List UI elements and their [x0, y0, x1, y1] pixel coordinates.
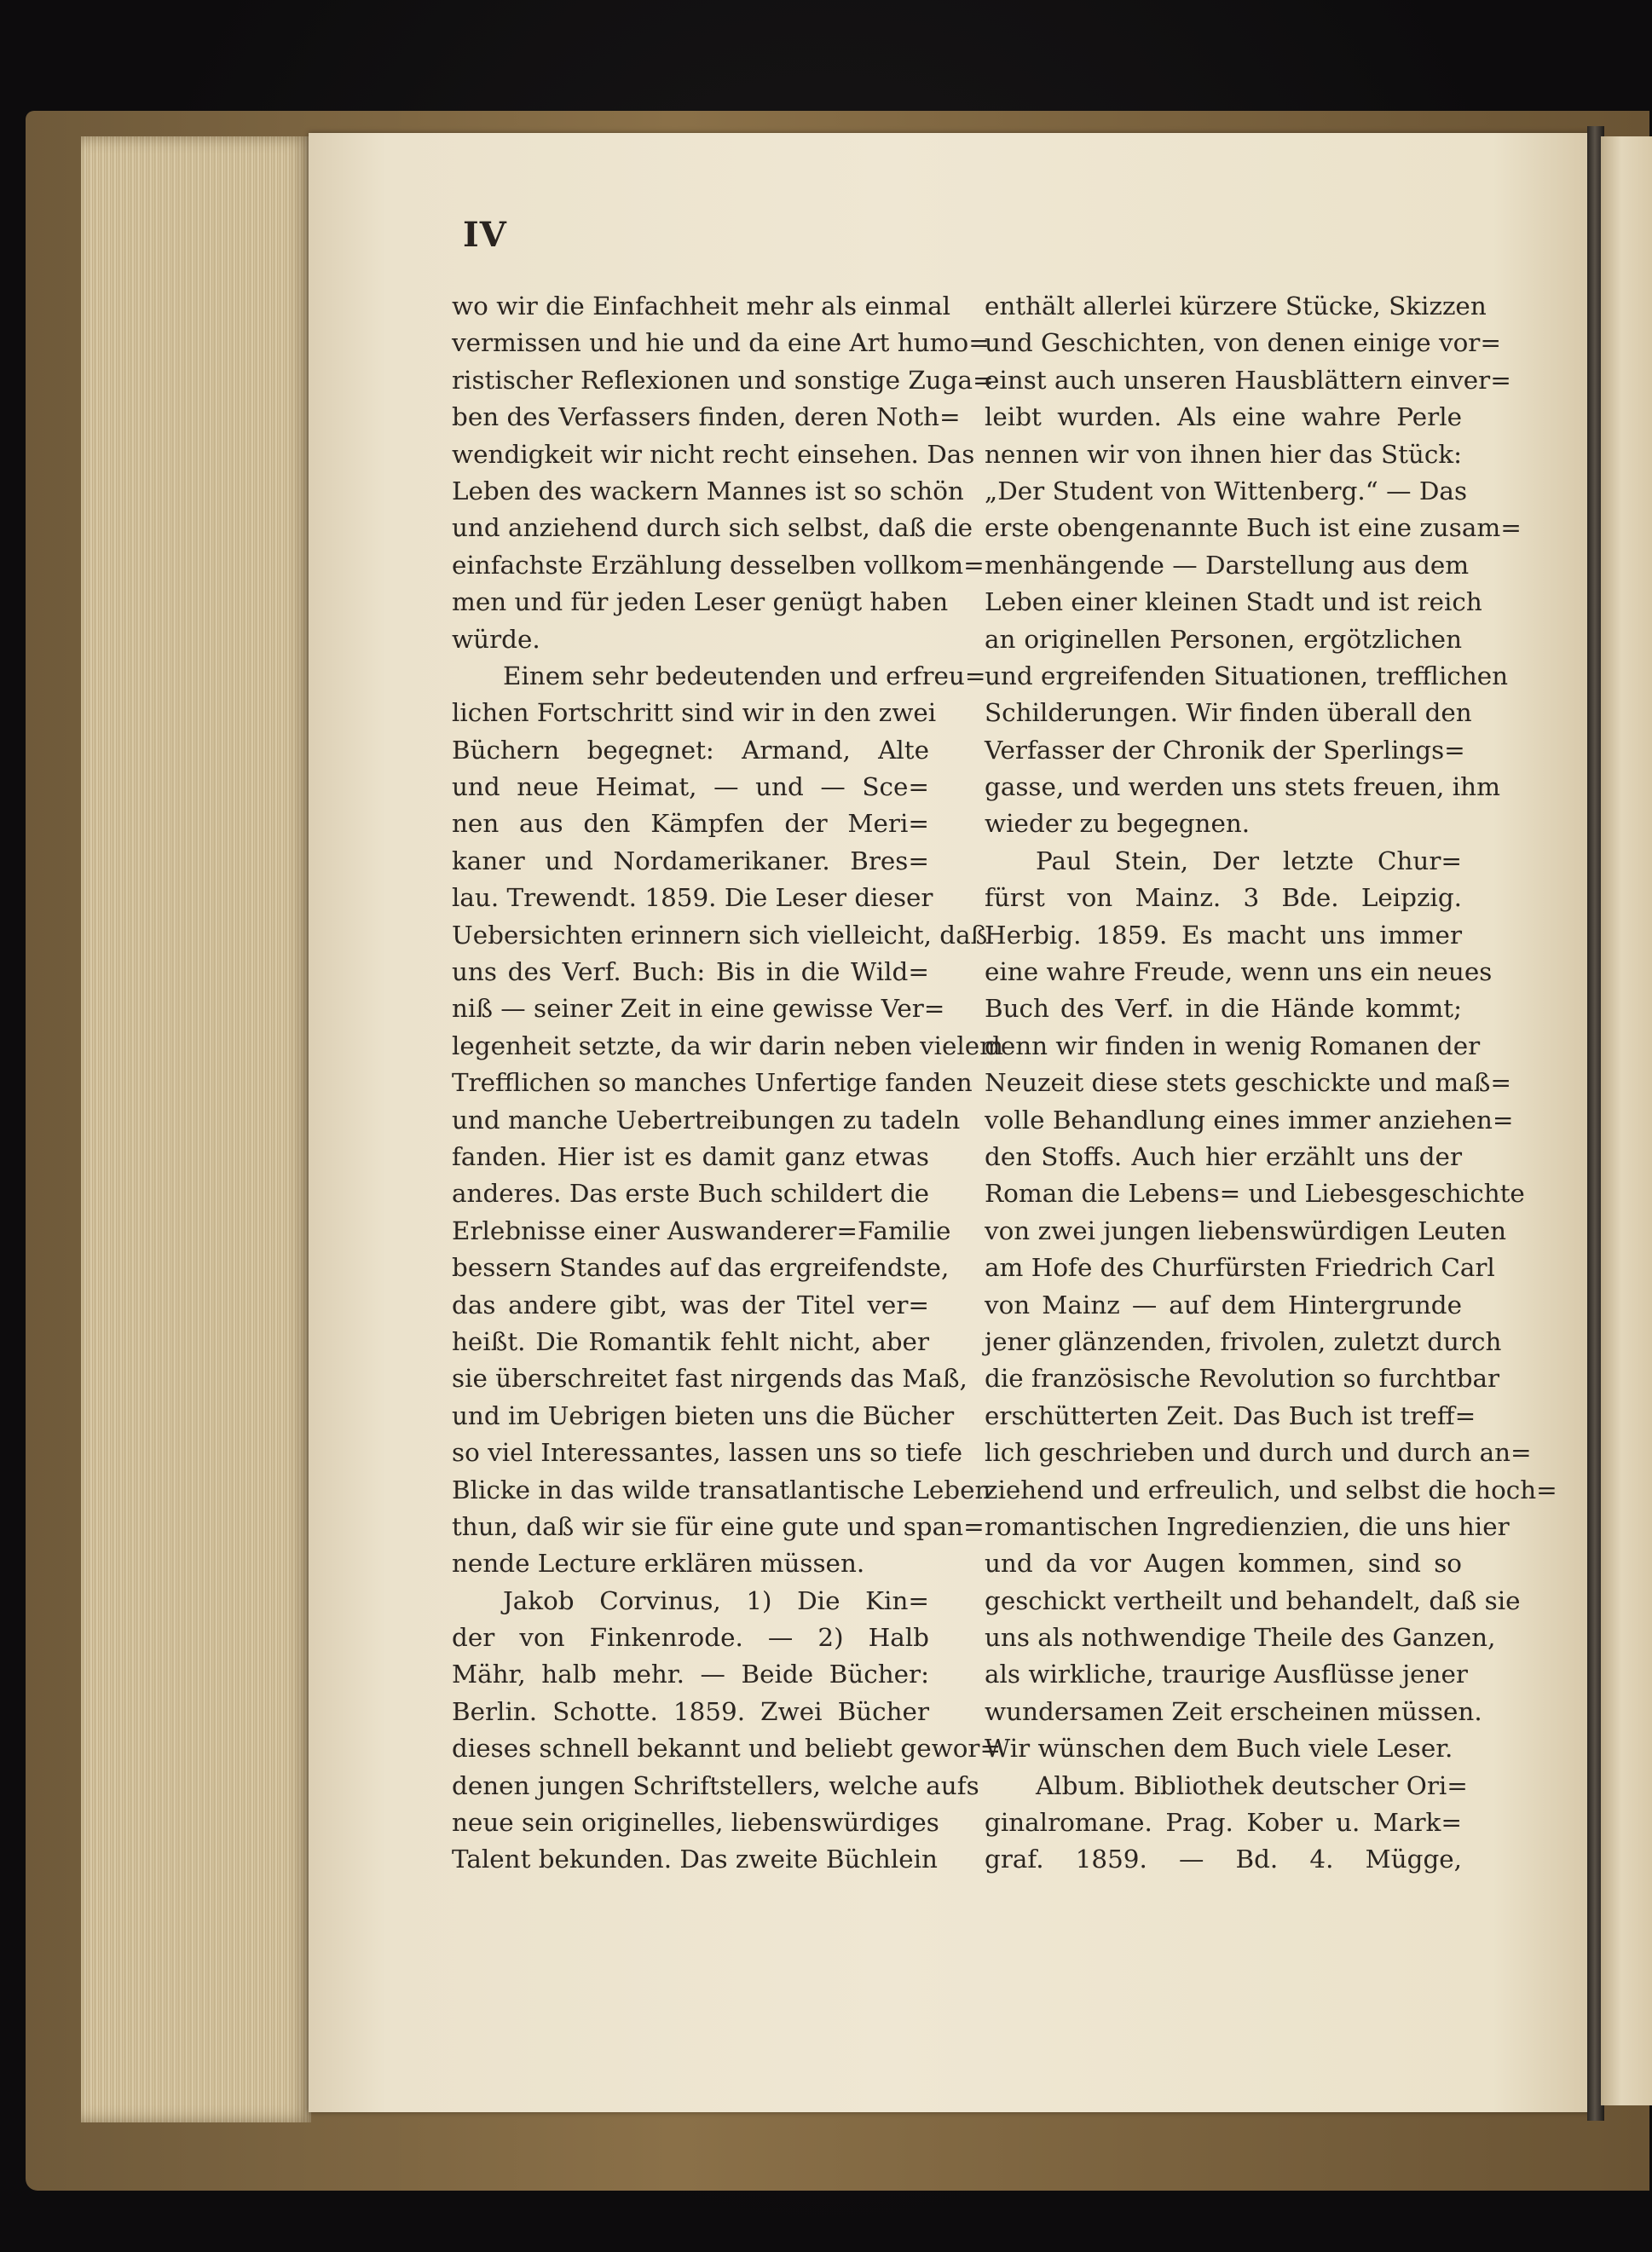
text-line: lich geschrieben und durch und durch an=	[985, 1438, 1532, 1468]
text-line: niß — seiner Zeit in eine gewisse Ver=	[452, 994, 945, 1024]
text-line: am Hofe des Churfürsten Friedrich Carl	[985, 1253, 1495, 1283]
text-line: uns des Verf. Buch: Bis in die Wild=	[452, 957, 929, 987]
text-line: Paul Stein, Der letzte Chur=	[1036, 846, 1462, 875]
text-line: Blicke in das wilde transatlantische Leben	[452, 1475, 991, 1504]
text-column-left	[452, 288, 1004, 1879]
text-line: dieses schnell bekannt und beliebt gewor=	[452, 1734, 1002, 1764]
text-line: Talent bekunden. Das zweite Büchlein	[452, 1845, 938, 1874]
text-line: ristischer Reflexionen und sonstige Zuga=	[452, 365, 994, 395]
text-line: Verfasser der Chronik der Sperlings=	[985, 735, 1465, 765]
text-line: anderes. Das erste Buch schildert die	[452, 1179, 930, 1209]
text-line: und anziehend durch sich selbst, daß die	[452, 513, 973, 543]
text-line: kaner und Nordamerikaner. Bres=	[452, 846, 929, 875]
text-line: legenheit setzte, da wir darin neben vielem	[452, 1031, 1004, 1060]
text-line: denn wir finden in wenig Romanen der	[985, 1031, 1481, 1060]
text-line: fürst von Mainz. 3 Bde. Leipzig.	[985, 883, 1462, 913]
text-line: die französische Revolution so furchtbar	[985, 1364, 1500, 1394]
text-line: lichen Fortschritt sind wir in den zwei	[452, 698, 937, 728]
text-line: als wirkliche, traurige Ausflüsse jener	[985, 1660, 1468, 1689]
text-line: und Geschichten, von denen einige vor=	[985, 328, 1501, 358]
text-line: der von Finkenrode. — 2) Halb	[452, 1623, 929, 1653]
text-line: von Mainz — auf dem Hintergrunde	[985, 1290, 1462, 1319]
text-line: Wir wünschen dem Buch viele Leser.	[985, 1734, 1453, 1764]
text-line: wieder zu begegnen.	[985, 809, 1251, 839]
text-line: fanden. Hier ist es damit ganz etwas	[452, 1141, 929, 1171]
text-line: Leben des wackern Mannes ist so schön	[452, 476, 964, 505]
text-line: „Der Student von Wittenberg.“ — Das	[985, 476, 1468, 505]
text-line: so viel Interessantes, lassen uns so tiefe	[452, 1438, 963, 1468]
text-line: jener glänzenden, frivolen, zuletzt durch	[985, 1326, 1502, 1356]
text-line: Neuzeit diese stets geschickte und maß=	[985, 1068, 1511, 1098]
text-line: denen jungen Schriftstellers, welche aufs	[452, 1770, 979, 1800]
text-column-right	[985, 288, 1557, 1879]
text-line: menhängende — Darstellung aus dem	[985, 550, 1470, 580]
text-line: heißt. Die Romantik fehlt nicht, aber	[452, 1326, 929, 1356]
text-line: gasse, und werden uns stets freuen, ihm	[985, 772, 1500, 802]
text-line: von zwei jungen liebenswürdigen Leuten	[985, 1216, 1507, 1245]
text-line: lau. Trewendt. 1859. Die Leser dieser	[452, 883, 933, 913]
text-line: Erlebnisse einer Auswanderer=Familie	[452, 1216, 951, 1245]
text-line: bessern Standes auf das ergreifendste,	[452, 1253, 950, 1283]
text-line: vermissen und hie und da eine Art humo=	[452, 328, 990, 358]
text-line: men und für jeden Leser genügt haben	[452, 587, 949, 617]
text-line: Roman die Lebens= und Liebesgeschichte	[985, 1179, 1525, 1209]
text-line: und im Uebrigen bieten uns die Bücher	[452, 1400, 955, 1430]
text-line: und manche Uebertreibungen zu tadeln	[452, 1105, 961, 1135]
text-line: nennen wir von ihnen hier das Stück:	[985, 439, 1462, 469]
text-line: Berlin. Schotte. 1859. Zwei Bücher	[452, 1696, 929, 1726]
text-line: Einem sehr bedeutenden und erfreu=	[503, 661, 986, 690]
text-line: Uebersichten erinnern sich vielleicht, daß	[452, 920, 988, 950]
text-line: einfachste Erzählung desselben vollkom=	[452, 550, 985, 580]
text-line: sie überschreitet fast nirgends das Maß,	[452, 1364, 968, 1394]
text-line: Leben einer kleinen Stadt und ist reich	[985, 587, 1482, 617]
text-line: volle Behandlung eines immer anziehen=	[985, 1105, 1514, 1135]
page-number: IV	[463, 215, 507, 255]
text-line: an originellen Personen, ergötzlichen	[985, 624, 1462, 654]
text-line: würde.	[452, 624, 540, 654]
text-line: geschickt vertheilt und behandelt, daß sie	[985, 1585, 1521, 1615]
text-line: Büchern begegnet: Armand, Alte	[452, 735, 929, 765]
text-line: graf. 1859. — Bd. 4. Mügge,	[985, 1845, 1462, 1874]
text-line: wundersamen Zeit erscheinen müssen.	[985, 1696, 1482, 1726]
text-line: uns als nothwendige Theile des Ganzen,	[985, 1623, 1496, 1653]
text-line: Herbig. 1859. Es macht uns immer	[985, 920, 1462, 950]
text-line: erschütterten Zeit. Das Buch ist treff=	[985, 1400, 1476, 1430]
text-line: ziehend und erfreulich, und selbst die hoch=	[985, 1475, 1557, 1504]
text-line: erste obengenannte Buch ist eine zusam=	[985, 513, 1522, 543]
text-line: einst auch unseren Hausblättern einver=	[985, 365, 1511, 395]
text-line: den Stoffs. Auch hier erzählt uns der	[985, 1141, 1462, 1171]
text-line: ben des Verfassers finden, deren Noth=	[452, 402, 961, 432]
facing-page-edge	[1601, 136, 1652, 2105]
text-line: ginalromane. Prag. Kober u. Mark=	[985, 1808, 1462, 1838]
text-line: Jakob Corvinus, 1) Die Kin=	[503, 1585, 929, 1615]
text-line: nende Lecture erklären müssen.	[452, 1549, 865, 1579]
page-edges	[81, 136, 311, 2122]
text-line: und da vor Augen kommen, sind so	[985, 1549, 1462, 1579]
text-line: neue sein originelles, liebenswürdiges	[452, 1808, 939, 1838]
text-line: romantischen Ingredienzien, die uns hier	[985, 1511, 1510, 1541]
text-line: und neue Heimat, — und — Sce=	[452, 772, 929, 802]
text-line: Mähr, halb mehr. — Beide Bücher:	[452, 1660, 929, 1689]
text-line: nen aus den Kämpfen der Meri=	[452, 809, 929, 839]
text-line: und ergreifenden Situationen, trefflichen	[985, 661, 1509, 690]
text-line: eine wahre Freude, wenn uns ein neues	[985, 957, 1493, 987]
text-line: wo wir die Einfachheit mehr als einmal	[452, 292, 950, 320]
text-line: enthält allerlei kürzere Stücke, Skizzen	[985, 292, 1487, 320]
text-line: Trefflichen so manches Unfertige fanden	[452, 1068, 973, 1098]
text-line: wendigkeit wir nicht recht einsehen. Das	[452, 439, 975, 469]
text-line: Buch des Verf. in die Hände kommt;	[985, 994, 1462, 1024]
text-line: Schilderungen. Wir finden überall den	[985, 698, 1472, 728]
text-line: Album. Bibliothek deutscher Ori=	[1036, 1770, 1468, 1800]
text-line: leibt wurden. Als eine wahre Perle	[985, 402, 1462, 432]
text-line: thun, daß wir sie für eine gute und span=	[452, 1511, 985, 1541]
text-line: das andere gibt, was der Titel ver=	[452, 1290, 929, 1319]
